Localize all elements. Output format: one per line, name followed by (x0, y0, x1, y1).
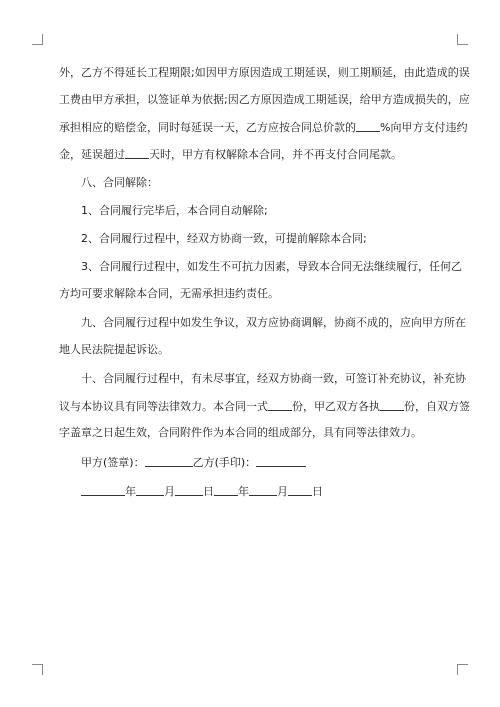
date-blank (136, 484, 164, 496)
party-b-label: 乙方(手印)： (192, 456, 257, 469)
blank-underline (268, 399, 292, 411)
text-line (59, 343, 169, 357)
year-label: 年 (125, 485, 136, 498)
text: 工费由甲方承担，以签证单为依据;因乙方原因造成工期延误，给甲方造成损失的，应 (59, 93, 470, 106)
page-corner-mark (32, 664, 43, 675)
date-blank (175, 484, 203, 496)
text-line (59, 287, 279, 301)
text-line (81, 316, 466, 330)
text: 方均可要求解除本合同，无需承担违约责任。 (59, 287, 279, 300)
text-line (81, 372, 466, 386)
text: 份，甲乙双方各执 (292, 400, 380, 413)
text: 十、合同履行过程中，有未尽事宜，经双方协商一致，可签订补充协议，补充协 (81, 372, 466, 385)
party-b-blank (256, 455, 306, 467)
date-blank (81, 484, 125, 496)
text-line (59, 120, 467, 135)
page-corner-mark (32, 34, 43, 45)
day-label: 日 (312, 485, 323, 498)
text: 九、合同履行过程中如发生争议，双方应协商调解，协商不成的，应向甲方所在 (81, 316, 466, 329)
text: %向甲方支付违约 (380, 121, 468, 134)
text-line (81, 232, 367, 246)
year-label: 年 (238, 485, 249, 498)
month-label: 月 (277, 485, 288, 498)
date-blank (214, 484, 238, 496)
text-line (59, 399, 470, 414)
text: 天时，甲方有权解除本合同，并不再支付合同尾款。 (149, 148, 402, 161)
text: 八、合同解除： (81, 176, 158, 189)
date-line (81, 484, 323, 499)
blank-underline (380, 399, 404, 411)
party-a-label: 甲方(签章)： (81, 456, 145, 469)
text-line (59, 426, 422, 440)
page-corner-mark (457, 664, 468, 675)
date-blank (288, 484, 312, 496)
text: 承担相应的赔偿金，同时每延误一天，乙方应按合同总价款的 (59, 121, 356, 134)
text: 1、合同履行完毕后，本合同自动解除; (81, 204, 268, 217)
text: 金，延误超过 (59, 148, 125, 161)
text: 地人民法院提起诉讼。 (59, 343, 169, 356)
section-heading (81, 176, 158, 190)
text-line (59, 147, 402, 162)
text: 份，自双方签 (404, 400, 470, 413)
text: 3、合同履行过程中，如发生不可抗力因素，导致本合同无法继续履行，任何乙 (81, 260, 462, 273)
text-line (59, 66, 470, 80)
text: 外，乙方不得延长工程期限;如因甲方原因造成工期延误，则工期顺延，由此造成的误 (59, 66, 470, 79)
blank-underline (356, 120, 380, 132)
text: 字盖章之日起生效，合同附件作为本合同的组成部分，具有同等法律效力。 (59, 426, 422, 439)
text-line (81, 204, 268, 218)
page-corner-mark (457, 34, 468, 45)
blank-underline (125, 147, 149, 159)
text: 2、合同履行过程中，经双方协商一致，可提前解除本合同; (81, 232, 367, 245)
text-line (81, 260, 462, 274)
date-blank (249, 484, 277, 496)
party-a-blank (145, 455, 193, 467)
signature-line (81, 455, 306, 470)
text-line (59, 93, 470, 107)
text: 议与本协议具有同等法律效力。本合同一式 (59, 400, 268, 413)
day-label: 日 (203, 485, 214, 498)
month-label: 月 (164, 485, 175, 498)
